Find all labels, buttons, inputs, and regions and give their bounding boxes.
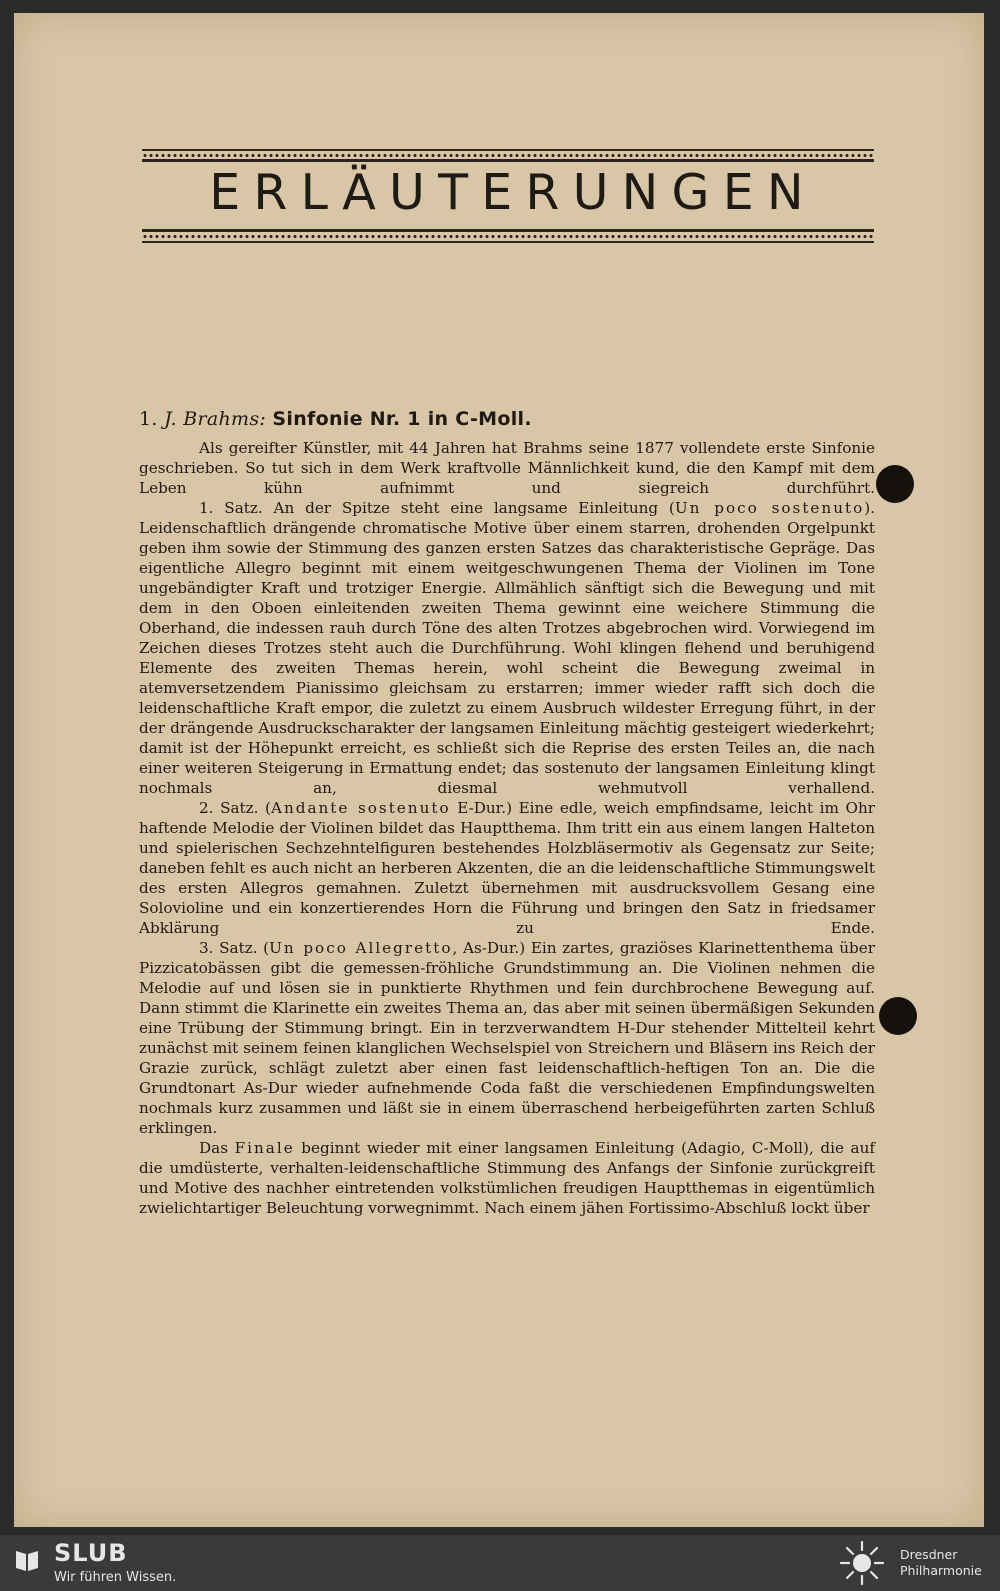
title-block <box>142 149 874 245</box>
punch-hole-bottom <box>879 997 917 1035</box>
paragraph-text: , As-Dur.) Ein zartes, graziöses Klarinettenthema über Pizzicatobässen gibt die gemessen-fröhliche Grundstimmung an. Die Violinen nehmen die Melodie auf und lösen sie in punktierte Rhythmen und fein durchbrochene Bewegung auf. Dann stimmt die Klarinette ein zweites Thema an, das aber mit seinen übermäßigen Sekunden eine Trübung der Stimmung bringt. Ein in terzverwandtem H-Dur stehender Mittelteil kehrt zunächst mit seinem feinen klanglichen Wechselspiel von Streichern und Bläsern ins Reich der Grazie zurück, schlägt zuletzt aber einen fast leidenschaftlich-heftigen Ton an. Die die Grundtonart As-Dur wieder aufnehmende Coda faßt die verschiedenen Empfindungswelten nochmals kurz zusammen und läßt sie in einem überraschend herbeigeführten zarten Schluß erklingen. <box>139 939 875 1137</box>
slub-tagline: Wir führen Wissen. <box>54 1570 177 1585</box>
punch-hole-top <box>876 465 914 503</box>
bottom-ornament-rule <box>142 229 874 245</box>
spaced-tempo-marking: Un poco Allegretto <box>269 939 453 957</box>
top-ornament-rule <box>142 149 874 165</box>
partner-name-line-1: Dresdner <box>900 1547 958 1562</box>
paragraph-text: beginnt wieder mit einer langsamen Einleitung (Adagio, C-Moll), die auf die umdüsterte, verhalten-leidenschaftliche Stimmung des Anfangs der Sinfonie zurückgreift und Motive des nachher eintretenden volkstümlichen freudigen Hauptthemas in eigentümlich zwielichtartiger Beleuchtung vorwegnimmt. Nach einem jähen Fortissimo-Abschluß lockt über <box>139 1139 875 1217</box>
spaced-tempo-marking: Finale <box>234 1139 295 1157</box>
work-title: Sinfonie Nr. 1 in C-Moll. <box>272 408 532 430</box>
work-heading <box>139 406 875 432</box>
paragraph-finale <box>139 1138 875 1218</box>
slub-name: SLUB <box>54 1539 128 1567</box>
paragraph-text: 2. Satz. ( <box>199 799 271 817</box>
paragraph-text: Das <box>199 1139 235 1157</box>
viewer-footer <box>0 1535 1000 1591</box>
program-note <box>139 406 875 1218</box>
spaced-tempo-marking: Andante sostenuto <box>270 799 451 817</box>
paragraph-text: E-Dur.) Eine edle, weich empfindsame, leicht im Ohr haftende Melodie der Violinen bildet das Hauptthema. Ihm tritt ein aus einem langen Halteton und spielerischen Sechzehntelfiguren bestehendes Holzbläsermotiv als Gegensatz zur Seite; daneben fehlt es auch nicht an herberen Akzenten, die an die leidenschaftliche Stimmungswelt des ersten Allegros gemahnen. Zuletzt übernehmen mit ausdrucksvollem Gesang eine Solovioline und ein konzertierendes Horn die Führung und bringen den Satz in friedsamer Abklärung zu Ende. <box>139 799 875 937</box>
paragraph-text: ). Leidenschaftlich drängende chromatische Motive über einem starren, drohenden Orgelpunkt geben ihm sowie der Stimmung des ganzen ersten Satzes das charakteristische Gepräge. Das eigentliche Allegro beginnt mit einem weitgeschwungenen Thema der Violinen im Tone ungebändigter Kraft und trotziger Energie. Allmählich sänftigt sich die Bewegung und mit dem in den Oboen einleitenden zweiten Thema gewinnt eine weichere Stimmung die Oberhand, die indessen rauh durch Töne des alten Trotzes abgebrochen wird. Vorwiegend im Zeichen dieses Trotzes steht auch die Durchführung. Wohl klingen flehend und beruhigend Elemente des zweiten Themas herein, wohl scheint die Bewegung zweimal in atemversetzendem Pianissimo gleichsam zu erstarren; immer wieder rafft sich doch die leidenschaftliche Kraft empor, die zuletzt zu einem Ausbruch wildester Erregung führt, in der der drängende Ausdruckscharakter der langsamen Einleitung mächtig gesteigert wiederkehrt; damit ist der Höhepunkt erreicht, es schließt sich die Reprise des ersten Teiles an, die nach einer weiteren Steigerung in Ermattung endet; das sostenuto der langsamen Einleitung klingt nochmals an, diesmal wehmutvoll verhallend. <box>139 499 875 797</box>
paragraph-text: Als gereifter Künstler, mit 44 Jahren hat Brahms seine 1877 vollendete erste Sinfonie geschrieben. So tut sich in dem Werk kraftvolle Männlichkeit kund, die den Kampf mit dem Leben kühn aufnimmt und siegreich durchführt. <box>139 439 875 497</box>
page-title: ERLÄUTERUNGEN <box>209 164 817 221</box>
document-page <box>14 13 984 1527</box>
composer-name: J. Brahms: <box>164 408 267 430</box>
spaced-tempo-marking: Un poco sostenuto <box>674 499 865 517</box>
item-number: 1. <box>139 408 158 430</box>
partner-name-line-2: Philharmonie <box>900 1563 982 1578</box>
paragraph-text: 1. Satz. An der Spitze steht eine langsame Einleitung ( <box>199 499 675 517</box>
paragraph-intro <box>139 438 875 498</box>
slub-book-icon <box>14 1547 40 1573</box>
paragraph-text: 3. Satz. ( <box>199 939 270 957</box>
paragraph-movement-1 <box>139 498 875 798</box>
philharmonie-sun-icon <box>838 1539 886 1587</box>
paragraph-movement-3 <box>139 938 875 1138</box>
paragraph-movement-2 <box>139 798 875 938</box>
